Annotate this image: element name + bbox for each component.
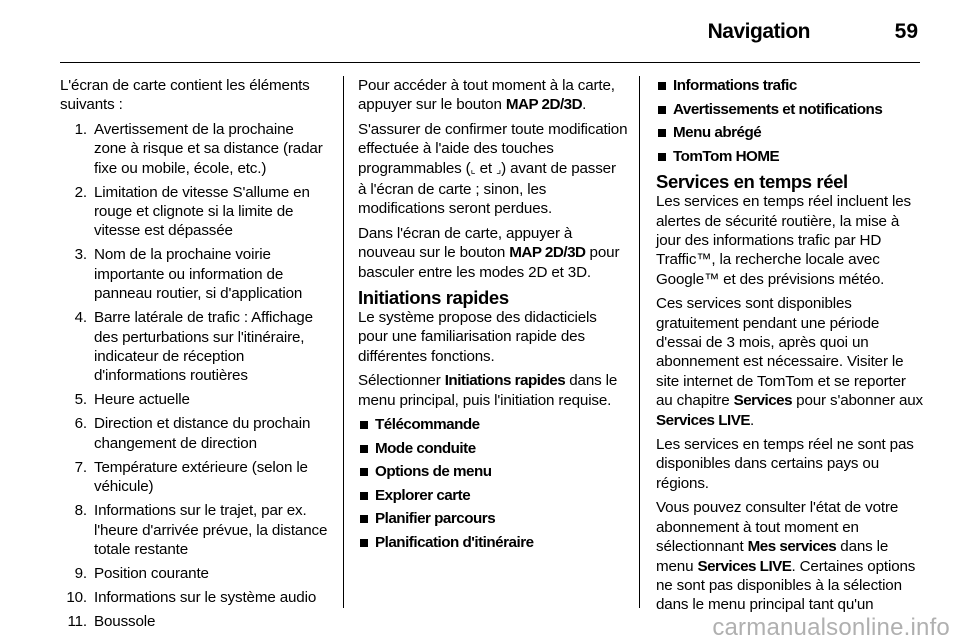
menu-reference: Services LIVE [697, 557, 792, 575]
text: Vous pouvez consulter l'état de votre abonnement à tout moment en sélectionnant [656, 499, 899, 556]
chapter-reference: Services [733, 392, 793, 410]
list-text: Avertissement de la prochaine zone à risque et sa distance (radar fixe ou mobile, école, etc.) [94, 120, 323, 177]
list-text: Menu abrégé [673, 124, 762, 142]
section-heading: Services en temps réel [656, 171, 848, 193]
list-text: Planification d'itinéraire [375, 534, 534, 552]
list-text: Heure actuelle [94, 391, 190, 409]
button-reference: MAP 2D/3D [505, 96, 583, 114]
menu-reference: Services LIVE [656, 411, 750, 429]
paragraph [358, 371, 628, 410]
list-number: 8. [74, 502, 87, 520]
list-item [358, 439, 628, 458]
button-reference: MAP 2D/3D [509, 244, 586, 262]
list-item [656, 100, 924, 119]
list-item [60, 612, 330, 631]
paragraph [656, 498, 924, 614]
list-text: Télécommande [375, 416, 480, 434]
text: Sélectionner [358, 372, 445, 390]
bullet-square-icon [360, 492, 368, 500]
paragraph: Les services en temps réel incluent les alertes de sécurité routière, la mise à jour des informations trafic par HD Traffic™, la recherche locale avec Google™ et des prévisions météo. [656, 193, 911, 288]
bullet-square-icon [360, 468, 368, 476]
list-item [60, 414, 330, 453]
list-number: 11. [67, 613, 87, 631]
list-text: Température extérieure (selon le véhicule) [94, 458, 308, 496]
list-text: Position courante [94, 565, 209, 583]
list-text: Avertissements et notifications [673, 100, 883, 118]
list-text: Nom de la prochaine voirie importante ou information de panneau routier, si d'application [94, 246, 303, 303]
text: pour basculer entre les modes 2D et 3D. [358, 244, 620, 281]
list-item [656, 123, 924, 142]
list-number: 5. [74, 391, 87, 409]
list-item [60, 308, 330, 386]
list-text: Limitation de vitesse S'allume en rouge et clignote si la limite de vitesse est dépassée [94, 183, 310, 240]
list-text: Barre latérale de trafic : Affichage des perturbations sur l'itinéraire, indicateur de réception d'informations routières [94, 309, 313, 385]
softkey-right-icon: ⌟ [496, 163, 502, 176]
text: Ces services sont disponibles gratuitement pendant une période d'essai de 3 mois, après quoi un abonnement est nécessaire. Visiter le site internet de TomTom et se reporter au chapitre [656, 295, 906, 410]
bullet-square-icon [360, 539, 368, 547]
list-number: 10. [66, 589, 87, 607]
column-1 [60, 76, 330, 636]
bullet-square-icon [360, 445, 368, 453]
list-item [656, 147, 924, 166]
list-text: Direction et distance du prochain changement de direction [94, 415, 311, 452]
list-number: 9. [74, 565, 87, 583]
list-number: 1. [74, 120, 87, 138]
paragraph [358, 120, 628, 219]
list-text: Options de menu [375, 463, 492, 481]
list-item [358, 509, 628, 528]
list-item [60, 564, 330, 583]
list-text: Explorer carte [375, 486, 471, 504]
list-text: TomTom HOME [673, 147, 780, 165]
paragraph [358, 76, 628, 115]
list-text: Informations trafic [673, 77, 797, 94]
column-divider-1 [343, 76, 344, 608]
list-text: Boussole [94, 613, 156, 631]
text: . [582, 96, 587, 114]
bullet-square-icon [360, 515, 368, 523]
list-text: Planifier parcours [375, 510, 496, 528]
text: Dans l'écran de carte, appuyer à nouveau sur le bouton [358, 224, 573, 262]
watermark: carmanualsonline.info [712, 614, 950, 641]
list-item [60, 183, 330, 241]
tutorial-list-continued [656, 76, 924, 166]
bullet-square-icon [658, 106, 666, 114]
list-number: 3. [74, 246, 87, 264]
text: . Certaines options ne sont pas disponibles à la sélection dans le menu principal tant qu'un [656, 557, 916, 614]
list-number: 4. [74, 309, 87, 327]
list-text: Mode conduite [375, 439, 476, 457]
list-item [60, 588, 330, 607]
list-number: 2. [74, 183, 87, 201]
text: Pour accéder à tout moment à la carte, appuyer sur le bouton [358, 77, 615, 114]
bullet-square-icon [658, 153, 666, 161]
text: pour s'abonner aux [792, 392, 924, 410]
text: dans le menu [656, 538, 889, 575]
bullet-square-icon [658, 82, 666, 90]
paragraph: Le système propose des didacticiels pour une familiarisation rapide des différentes fonctions. [358, 309, 597, 365]
paragraph: Les services en temps réel ne sont pas disponibles dans certains pays ou régions. [656, 436, 914, 492]
column-2 [358, 76, 628, 557]
list-item [358, 486, 628, 505]
list-item [358, 462, 628, 481]
text: ) avant de passer à l'écran de carte ; sinon, les modifications seront perdues. [358, 159, 616, 218]
text: S'assurer de confirmer toute modification effectuée à l'aide des touches programmables ( [358, 120, 628, 177]
list-number: 7. [74, 458, 87, 476]
list-item [60, 458, 330, 497]
softkey-left-icon: ⌞ [470, 163, 476, 176]
map-elements-list [60, 120, 330, 632]
list-text: Informations sur le trajet, par ex. l'heure d'arrivée prévue, la distance totale restante [94, 502, 328, 559]
list-item [60, 390, 330, 409]
bullet-square-icon [658, 129, 666, 137]
list-item [60, 245, 330, 303]
menu-reference: Initiations rapides [444, 372, 566, 390]
page-title: Navigation [707, 20, 810, 43]
list-item [60, 120, 330, 178]
menu-reference: Mes services [747, 538, 837, 556]
section-heading: Initiations rapides [358, 287, 509, 309]
list-item [358, 533, 628, 552]
column-3 [656, 76, 924, 620]
column-divider-2 [639, 76, 640, 608]
paragraph [358, 224, 628, 282]
page-header [60, 0, 920, 63]
text: . [749, 411, 755, 429]
list-item [358, 415, 628, 434]
text: dans le menu principal, puis l'initiation requise. [358, 372, 618, 409]
list-text: Informations sur le système audio [94, 589, 317, 607]
list-item [656, 76, 924, 95]
list-item [60, 501, 330, 559]
bullet-square-icon [360, 421, 368, 429]
paragraph [656, 294, 924, 430]
page-number: 59 [894, 20, 918, 43]
text: et [475, 159, 497, 177]
list-number: 6. [74, 415, 87, 433]
tutorial-list [358, 415, 628, 552]
intro-paragraph: L'écran de carte contient les éléments suivants : [60, 77, 310, 114]
